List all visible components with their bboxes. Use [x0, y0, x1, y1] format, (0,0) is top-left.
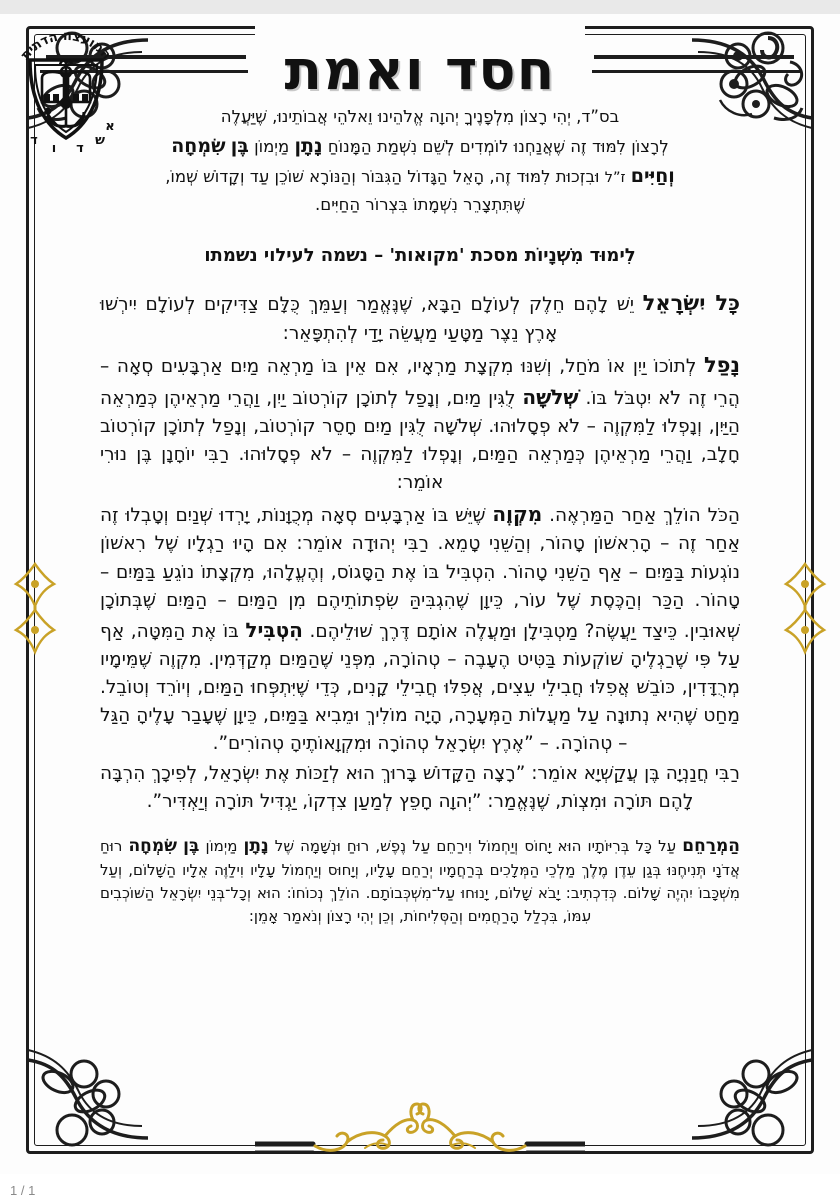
viewer-top-strip	[0, 0, 840, 14]
deceased-second-name: וְחַיִּים	[630, 165, 675, 188]
corner-flourish-bottom-left-icon	[20, 1026, 150, 1156]
deceased-first-name: נָתָן	[294, 134, 323, 157]
svg-text:ד: ד	[30, 133, 38, 148]
mishna-1-text: יֵשׁ לָהֶם חֵלֶק לְעוֹלָם הַבָּא, שֶׁנֶּאֱמַר וְעַמֵּךְ כֻּלָּם צַדִּיקִים לְעוֹלָם יִירְשׁוּ אָרֶץ נֵצֶר מַטָּעַי מַעֲשֵׂה יָדַי לְהִתְפָּאֵר:	[100, 293, 643, 344]
mishna-5-text: רַבִּי חֲנַנְיָה בֶּן עֲקַשְׁיָא אוֹמֵר: ”רָצָה הַקָּדוֹשׁ בָּרוּךְ הוּא לְזַכּוֹת אֶת יִשְׂרָאֵל, לְפִיכָךְ הִרְבָּה לָהֶם תּוֹרָה וּמִצְוֹת, שֶׁנֶּאֱמַר: ”יְהוָה חָפֵץ לְמַעַן צִדְקוֹ, יַגְדִּיל תּוֹרָה וְיַאְדִּיר”.	[100, 763, 740, 813]
closing-name-1: נָתָן	[243, 835, 269, 856]
dedication-line-3-text: וּבִזְכוּת לִמּוּד זֶה, הָאֵל הַגָּדוֹל הַגִּבּוֹר וְהַנּוֹרָא שׁוֹכֵן עַד וְקָדוֹשׁ שְׁמוֹ,	[165, 167, 600, 187]
closing-name-2: מַיְמוֹן	[205, 836, 238, 855]
closing-name-3: בֶּן	[183, 835, 200, 856]
mishna-4-text: בּוֹ אֶת הַמִּטָּה, אַף עַל פִּי שֶׁרַגְלֶיהָ שׁוֹקְעוֹת בַּטִּיט הֶעָבֶה – טְהוֹרָה, מִפְּנֵי שֶׁהַמַּיִם מְקַדְּמִין. מִקְוֶה שֶׁמֵּימָיו מְרֻדָּדִין, כּוֹבֵשׁ אֲפִלּוּ חֲבִילֵי עֵצִים, אֲפִלּוּ חֲבִילֵי קָנִים, כְּדֵי שֶׁיִּתְפְּחוּ הַמַּיִם, וְיוֹרֵד וְטוֹבֵל. מַחַט שֶׁהִיא נְתוּנָה עַל מַעֲלוֹת הַמְּעָרָה, הָיָה מוֹלִיךְ וּמֵבִיא בַּמַּיִם, כֵּיוָן שֶׁעָבַר עָלֶיהָ הַגַּל – טְהוֹרָה. – ”אֶרֶץ יִשְׂרָאֵל טְהוֹרָה וּמִקְוָאוֹתֶיהָ טְהוֹרִים”.	[100, 620, 740, 755]
deceased-ben: בֶּן	[230, 134, 249, 157]
dedication-line-2	[100, 131, 740, 162]
deceased-honorific: ז”ל	[604, 170, 626, 187]
dedication-line-1: בס”ד, יְהִי רָצוֹן מִלְפָנֶיךָ יְהוָה אֱלֹהֵינוּ וֵאלֹהֵי אֲבוֹתֵינוּ, שֶׁיַּעֲלֶה	[220, 107, 620, 126]
mishna-3-text: שֶׁיֵּשׁ בּוֹ אַרְבָּעִים סְאָה מְכֻוָּנוֹת, יָרְדוּ שְׁנַיִם וְטָבְלוּ זֶה אַחַר זֶה – הָרִאשׁוֹן טָהוֹר, וְהַשֵּׁנִי טָמֵא. רַבִּי יְהוּדָה אוֹמֵר: אִם הָיוּ רַגְלָיו שֶׁל רִאשׁוֹן נוֹגְעוֹת בַּמַּיִם – אַף הַשֵּׁנִי טָהוֹר. הִטְבִּיל בּוֹ אֶת הַסָּגוֹס, וְהֶעֱלָהוּ, מִקְצָתוֹ נוֹגֵעַ בַּמַּיִם – טָהוֹר. הַכַּר וְהַכֶּסֶת שֶׁל עוֹר, כֵּיוָן שֶׁהִגְבִּיהַּ שִׂפְתוֹתֵיהֶם מִן הַמַּיִם – הַמַּיִם שֶׁבְּתוֹכָן שְׁאוּבִין. כֵּיצַד יַעֲשֶׂה? מַטְבִּילָן וּמַעֲלֶה אוֹתָם דֶּרֶךְ שׁוּלֵיהֶם.	[100, 505, 740, 642]
mishna-4-keyword: הִטְבִּיל	[245, 617, 303, 642]
dedication-line-3	[100, 161, 740, 192]
bottom-gold-flourish-icon	[255, 1096, 585, 1160]
mishna-3-keyword: מִקְוֶה	[492, 502, 543, 527]
closing-part-1: עַל כָּל בְּרִיּוֹתָיו הוּא יָחוֹס וְיַחְמוֹל וִירַחֵם עַל נֶפֶשׁ, רוּחַ וּנְשָׁמָה שֶׁל	[268, 836, 683, 855]
mishna-paragraph-1	[100, 288, 740, 348]
dedication-block	[100, 104, 740, 219]
closing-prayer	[100, 833, 740, 929]
mishna-2-keyword: שְׁלֹשָׁה	[522, 384, 579, 409]
svg-text:ד: ד	[76, 141, 84, 156]
closing-lead: הַמְרַחֵם	[682, 835, 740, 856]
mishna-1-lead: כָּל יִשְׂרָאֵל	[642, 290, 741, 315]
gold-medallion-right-icon	[782, 560, 828, 656]
svg-text:א: א	[105, 119, 115, 134]
study-subtitle: לִימוּד מִשְׁנָיוֹת מסכת 'מקואות' – נשמה לעילוי נשמתו	[204, 244, 636, 266]
svg-text:המועצה הדתית: המועצה הדתית	[18, 28, 114, 63]
page-counter: 1 / 1	[10, 1183, 36, 1198]
document-body	[100, 104, 740, 929]
mishna-2-text: לְתוֹכוֹ יַיִן אוֹ מֹחַל, וְשִׁנּוּ מִקְצָת מַרְאָיו, אִם אֵין בּוֹ מַרְאֵה מַיִם אַרְבָּעִים סְאָה – הֲרֵי זֶה לֹא יִטְבֹּל בּוֹ.	[100, 355, 740, 409]
svg-text:ו: ו	[51, 141, 57, 156]
dedication-line-4: שֶׁתִּתְצָרֵר נִשְׁמָתוֹ בִּצְרוֹר הַחַיִּים.	[315, 195, 525, 215]
dedication-line-2-text: לְרָצוֹן לִמּוּד זֶה שֶׁאֲנַחְנוּ לוֹמְדִים לְשֵׁם נִשְׁמַת הַמָּנוֹחַ	[327, 136, 669, 156]
mishna-paragraph-5	[100, 760, 740, 816]
mishna-2-lead: נָפַל	[703, 352, 740, 377]
viewer-bottom-strip	[0, 1174, 840, 1200]
mishna-3-pre: הַכֹּל הוֹלֵךְ אַחַר הַמַּרְאֶה.	[542, 505, 741, 527]
gold-medallion-left-icon	[12, 560, 58, 656]
mishna-paragraph-2	[100, 350, 740, 497]
closing-part-2: רוּחַ אֲדֹנָי תְּנִיחֶנּוּ בְּגַן עֵדֶן מֶלֶךְ מַלְכֵי הַמְּלָכִים בְּרַחֲמָיו יְרַחֵם עָלָיו, וְיָחוּס וְיַחְמוֹל עָלָיו וִילַוֶּה אֵלָיו הַשָּׁלוֹם, וְעַל מִשְׁכָּבוֹ יִהְיֶה שָׁלוֹם. כְּדִכְתִיב: יָבֹא שָׁלוֹם, יָנוּחוּ עַל־מִשְׁכְּבוֹתָם. הוֹלֵךְ נְכוֹחוֹ: הוּא וְכָל־בְּנֵי יִשְׂרָאֵל הַשּׁוֹכְבִים עִמּוֹ, בִּכְלַל הָרַחֲמִים וְהַסְּלִיחוֹת, וְכֵן יְהִי רָצוֹן וְנֹאמַר אָמֵן:	[100, 836, 740, 926]
mishna-paragraph-3	[100, 499, 740, 758]
closing-name-4: שִׂמְחָה	[128, 835, 178, 856]
deceased-middle-name: מַיְמוֹן	[254, 136, 290, 156]
page-title: חסד ואמת	[284, 38, 556, 102]
corner-flourish-bottom-right-icon	[690, 1026, 820, 1156]
mishna-2-text-2: לֻגִּין מַיִם, וְנָפַל לְתוֹכָן קוֹרְטוֹב יַיִן, וַהֲרֵי מַרְאֵיהֶן כְּמַרְאֵה הַיַּיִן, וְנָפְלוּ לַמִּקְוֶה – לֹא פְסָלוּהוּ. שְׁלֹשָׁה לֻגִּין מַיִם חָסֵר קוֹרְטוֹב, וְנָפַל לְתוֹכָן קוֹרְטוֹב חָלָב, וַהֲרֵי מַרְאֵיהֶן כְּמַרְאֵה הַמַּיִם, וְנָפְלוּ לַמִּקְוֶה – לֹא פְסָלוּהוּ. רַבִּי יוֹחָנָן בֶּן נוּרִי אוֹמֵר:	[100, 387, 740, 494]
deceased-mother-name: שִׂמְחָה	[171, 134, 226, 157]
svg-text:ש: ש	[95, 133, 105, 148]
